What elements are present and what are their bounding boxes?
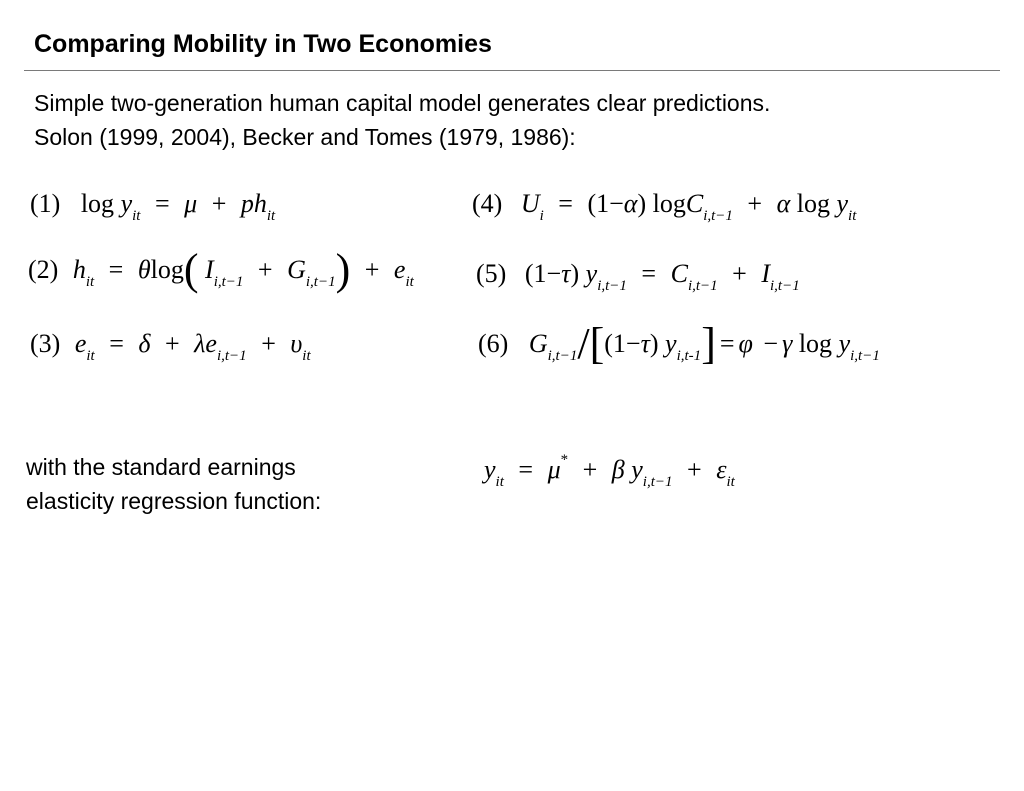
var-mu: μ — [547, 455, 561, 484]
equation-number: (6) — [478, 329, 509, 358]
equation-number: (4) — [472, 189, 503, 218]
close-paren: ) — [649, 329, 659, 358]
var-y: y — [631, 455, 643, 484]
intro-text — [34, 86, 770, 154]
var-I: I — [761, 259, 770, 288]
log-operator: log — [652, 189, 686, 218]
var-U: U — [520, 189, 540, 218]
equals-sign: = — [109, 329, 124, 358]
subscript: i,t−1 — [597, 278, 627, 294]
subscript: it — [302, 348, 311, 364]
minus-sign: − — [609, 189, 624, 218]
equation-1 — [30, 184, 275, 224]
minus-sign: − — [625, 329, 641, 358]
subscript: it — [405, 274, 414, 290]
equals-sign: = — [154, 189, 170, 218]
regression-note — [26, 450, 321, 518]
equation-number: (1) — [30, 189, 61, 218]
title-divider — [24, 70, 1000, 71]
equation-number: (3) — [30, 329, 61, 358]
minus-sign: − — [763, 329, 779, 358]
var-alpha: α — [776, 189, 791, 218]
close-paren: ) — [637, 189, 647, 218]
log-operator: log — [796, 189, 830, 218]
subscript: it — [495, 474, 504, 490]
subscript: i,t−1 — [547, 348, 578, 364]
var-G: G — [287, 255, 306, 284]
subscript: i — [539, 208, 544, 224]
equation-number: (5) — [476, 259, 507, 288]
var-I: I — [205, 255, 214, 284]
var-e: e — [74, 329, 87, 358]
one-open: (1 — [604, 329, 626, 358]
var-y: y — [585, 259, 598, 288]
equation-4 — [472, 184, 856, 224]
plus-sign: + — [364, 255, 380, 284]
subscript: i,t−1 — [642, 474, 673, 490]
var-h: h — [253, 189, 267, 218]
subscript: i,t−1 — [850, 348, 880, 364]
intro-line-1: Simple two-generation human capital model generates clear predictions. — [34, 90, 771, 116]
divide-slash: / — [577, 319, 590, 368]
close-paren: ) — [570, 259, 580, 288]
intro-line-2: Solon (1999, 2004), Becker and Tomes (1979, 1986): — [34, 124, 576, 150]
plus-sign: + — [687, 455, 702, 484]
var-upsilon: υ — [290, 329, 303, 358]
equation-2 — [28, 245, 414, 294]
minus-sign: − — [546, 259, 562, 288]
equals-sign: = — [558, 189, 573, 218]
subscript: i,t-1 — [676, 348, 702, 364]
var-G: G — [528, 329, 548, 358]
var-tau: τ — [561, 259, 571, 288]
equals-sign: = — [518, 455, 534, 484]
var-e: e — [393, 255, 406, 284]
plus-sign: + — [747, 189, 763, 218]
note-line-1: with the standard earnings — [26, 454, 296, 480]
equals-sign: = — [719, 329, 735, 358]
subscript: it — [86, 348, 95, 364]
plus-sign: + — [164, 329, 180, 358]
var-y: y — [838, 329, 851, 358]
note-line-2: elasticity regression function: — [26, 488, 322, 514]
superscript-star: * — [560, 452, 569, 468]
subscript: i,t−1 — [770, 278, 800, 294]
var-mu: μ — [184, 189, 198, 218]
var-p: p — [240, 189, 254, 218]
equation-3 — [30, 324, 311, 364]
left-bracket: [ — [589, 319, 605, 368]
page-title: Comparing Mobility in Two Economies — [34, 30, 492, 58]
var-lambda: λ — [194, 329, 206, 358]
plus-sign: + — [211, 189, 227, 218]
equation-number: (2) — [28, 255, 59, 284]
plus-sign: + — [261, 329, 276, 358]
subscript: i,t−1 — [305, 274, 336, 290]
var-e: e — [205, 329, 217, 358]
regression-equation — [484, 450, 735, 490]
subscript: it — [132, 208, 141, 224]
var-phi: φ — [738, 329, 753, 358]
var-y: y — [665, 329, 677, 358]
var-tau: τ — [640, 329, 650, 358]
subscript: i,t−1 — [703, 208, 733, 224]
var-y: y — [484, 455, 496, 484]
var-C: C — [685, 189, 704, 218]
var-beta: β — [611, 455, 625, 484]
subscript: it — [266, 208, 276, 224]
var-y: y — [120, 189, 133, 218]
subscript: i,t−1 — [213, 274, 244, 290]
var-C: C — [670, 259, 688, 288]
var-alpha: α — [623, 189, 638, 218]
log-operator: log — [80, 189, 115, 218]
plus-sign: + — [732, 259, 747, 288]
subscript: it — [848, 208, 857, 224]
var-h: h — [72, 255, 86, 284]
var-theta: θ — [137, 255, 151, 284]
equation-5 — [476, 254, 800, 294]
var-delta: δ — [138, 329, 151, 358]
plus-sign: + — [582, 455, 598, 484]
log-operator: log — [150, 255, 184, 284]
var-epsilon: ε — [716, 455, 727, 484]
equals-sign: = — [108, 255, 124, 284]
right-paren: ) — [335, 245, 351, 294]
right-bracket: ] — [701, 319, 716, 368]
one-open: (1 — [524, 259, 547, 288]
equation-6 — [478, 319, 880, 368]
subscript: i,t−1 — [216, 348, 247, 364]
var-gamma: γ — [782, 329, 793, 358]
var-y: y — [836, 189, 849, 218]
left-paren: ( — [183, 245, 199, 294]
subscript: it — [726, 474, 735, 490]
log-operator: log — [798, 329, 833, 358]
plus-sign: + — [257, 255, 273, 284]
subscript: it — [85, 274, 95, 290]
one-open: (1 — [587, 189, 610, 218]
equals-sign: = — [641, 259, 657, 288]
subscript: i,t−1 — [687, 278, 718, 294]
